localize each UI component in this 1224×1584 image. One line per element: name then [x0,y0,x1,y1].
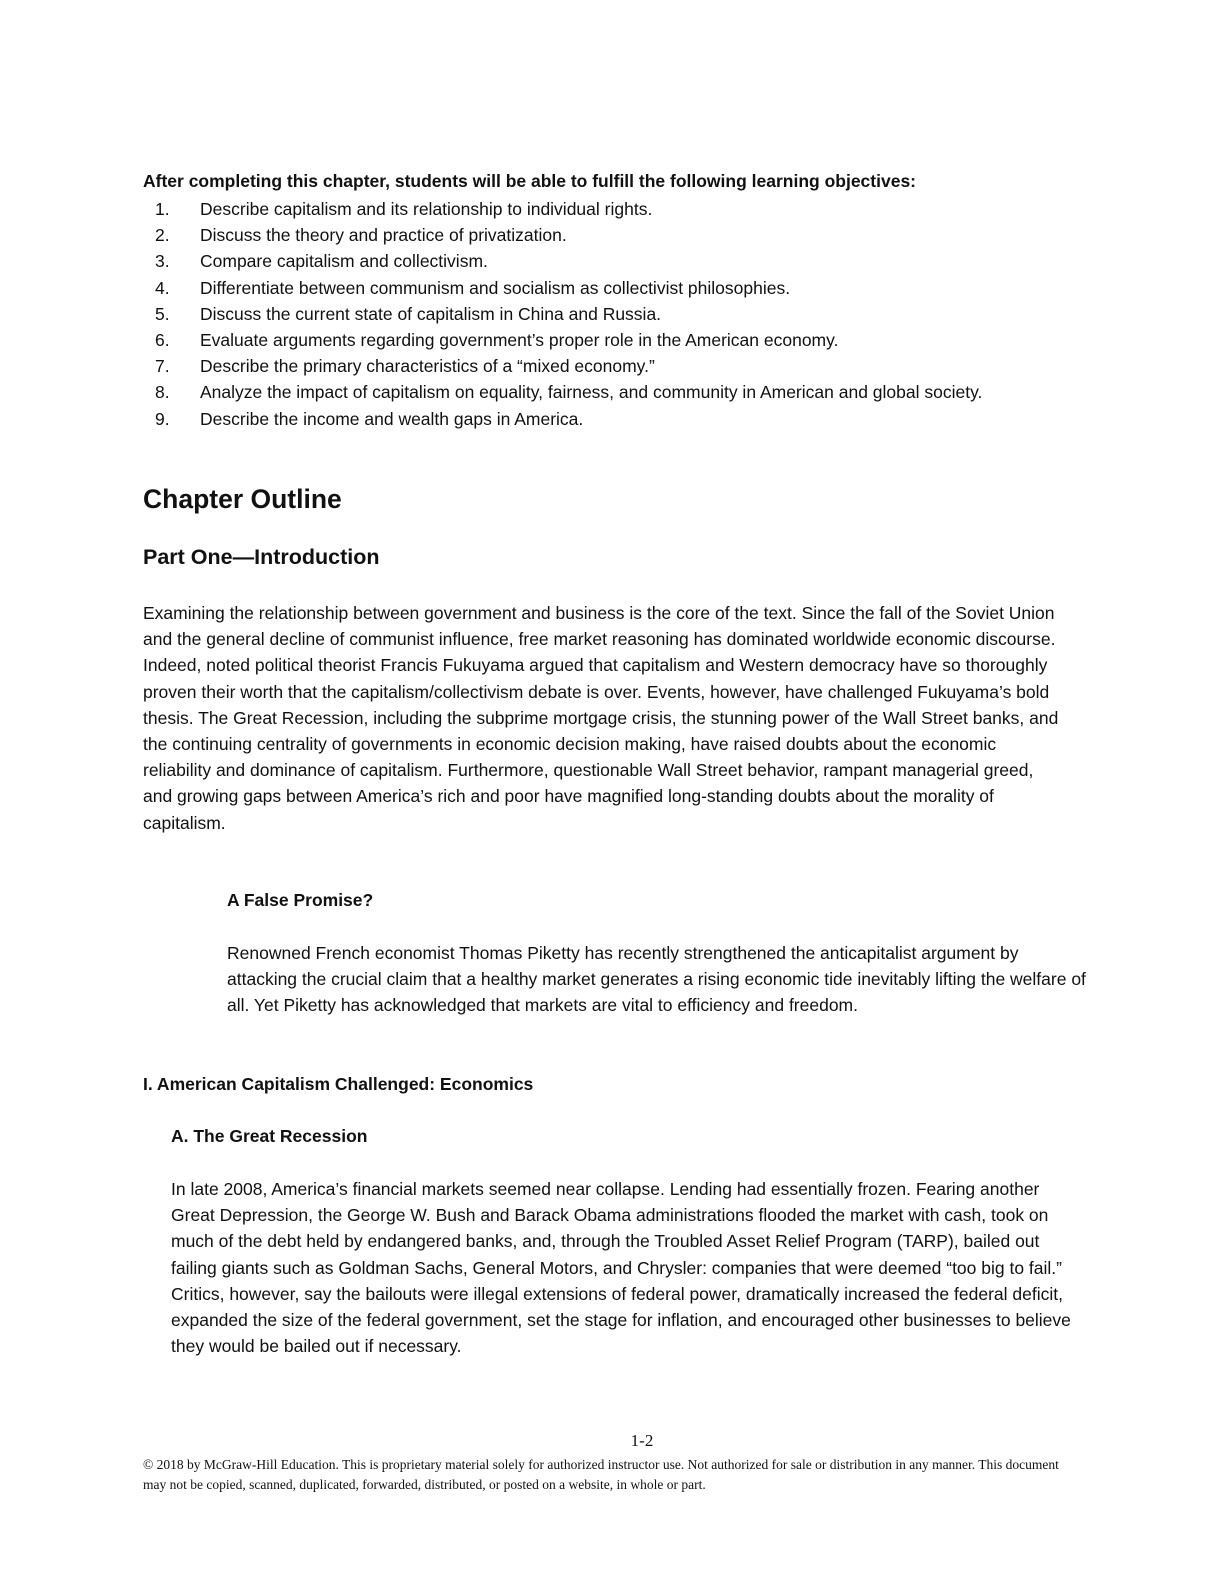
introduction-paragraph: Examining the relationship between government and business is the core of the text. Since the fall of the Soviet Union and the general decline of communist influence, free market reasoning has dominated worldwide economic discourse. Indeed, noted political theorist Francis Fukuyama argued that capitalism and Western democracy have so thoroughly proven their worth that the capitalism/collectivism debate is over. Events, however, have challenged Fukuyama’s bold thesis. The Great Recession, including the subprime mortgage crisis, the stunning power of the Wall Street banks, and the continuing centrality of governments in economic decision making, have raised doubts about the economic reliability and dominance of capitalism. Furthermore, questionable Wall Street behavior, rampant managerial greed, and growing gaps between America’s rich and poor have magnified long-standing doubts about the morality of capitalism. [143,603,1059,833]
objective-item [143,196,1043,222]
objective-text: Evaluate arguments regarding government’s proper role in the American economy. [200,330,839,351]
objective-number: 5. [155,303,170,324]
objective-number: 7. [155,356,170,377]
false-promise-paragraph: Renowned French economist Thomas Piketty has recently strengthened the anticapitalist argument by attacking the crucial claim that a healthy market generates a rising economic tide inevitably lifting the welfare of all. Yet Piketty has acknowledged that markets are vital to efficiency and freedom. [227,943,1086,1016]
page-number: 1-2 [630,1431,654,1450]
great-recession-paragraph: In late 2008, America’s financial markets seemed near collapse. Lending had essentially frozen. Fearing another Great Depression, the George W. Bush and Barack Obama administrations flooded the market with cash, took on much of the debt held by endangered banks, and, through the Troubled Asset Relief Program (TARP), bailed out failing giants such as Goldman Sachs, General Motors, and Chrysler: companies that were deemed “too big to fail.” Critics, however, say the bailouts were illegal extensions of federal power, dramatically increased the federal deficit, expanded the size of the federal government, set the stage for inflation, and encouraged other businesses to believe they would be bailed out if necessary. [171,1179,1071,1357]
part-one-heading: Part One—Introduction [143,545,380,569]
objective-number: 9. [155,408,170,429]
objective-text: Discuss the theory and practice of privatization. [200,225,567,246]
section-one-heading: I. American Capitalism Challenged: Economics [143,1074,534,1094]
learning-objectives-heading: After completing this chapter, students will be able to fulfill the following learning objectives: [143,171,916,191]
objective-text: Differentiate between communism and socialism as collectivist philosophies. [200,277,791,298]
objective-item [143,406,1043,432]
objective-item [143,248,1043,274]
objective-number: 2. [155,225,170,246]
objective-number: 6. [155,330,170,351]
learning-objectives-list [143,196,1043,432]
objective-number: 1. [155,199,170,219]
chapter-outline-title: Chapter Outline [143,484,342,514]
false-promise-heading: A False Promise? [227,890,374,910]
great-recession-heading: A. The Great Recession [171,1126,368,1146]
objective-number: 8. [155,382,170,403]
objective-text: Describe capitalism and its relationship to individual rights. [200,199,653,219]
objective-number: 3. [155,251,170,272]
objective-item [143,222,1043,248]
objective-item [143,301,1043,327]
objective-item [143,327,1043,353]
objective-text: Compare capitalism and collectivism. [200,251,488,272]
objective-text: Describe the income and wealth gaps in America. [200,408,584,429]
objective-text: Discuss the current state of capitalism in China and Russia. [200,303,662,324]
objective-item [143,275,1043,301]
copyright-notice: © 2018 by McGraw-Hill Education. This is proprietary material solely for authorized instructor use. Not authorized for sale or distribution in any manner. This document may not be copied, scanned, duplicated, forwarded, distributed, or posted on a website, in whole or part. [143,1457,1059,1492]
objective-number: 4. [155,277,170,298]
objective-item [143,379,1043,405]
objective-item [143,353,1043,379]
objective-text: Describe the primary characteristics of a “mixed economy.” [200,356,655,377]
objective-text: Analyze the impact of capitalism on equality, fairness, and community in American and global society. [200,382,983,403]
